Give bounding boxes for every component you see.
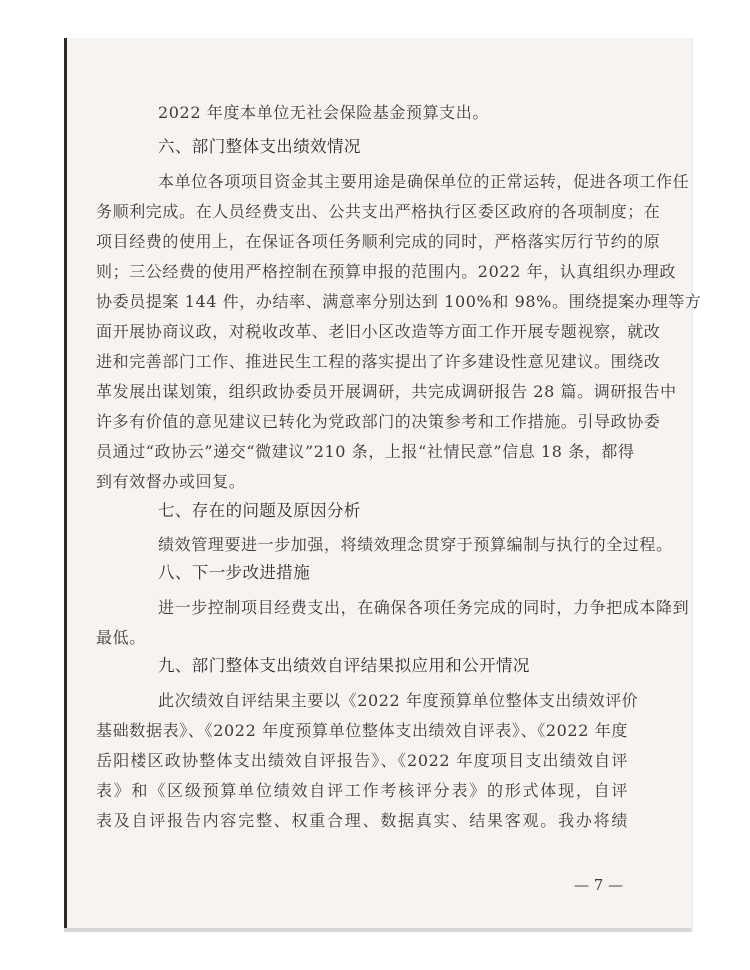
paragraph-line: 许多有价值的意见建议已转化为党政部门的决策参考和工作措施。引导政协委 xyxy=(96,412,661,431)
paragraph-line: 协委员提案 144 件，办结率、满意率分别达到 100%和 98%。围绕提案办理等方 xyxy=(96,292,702,311)
paragraph-line: 岳阳楼区政协整体支出绩效自评报告》、《2022 年度项目支出绩效自评 xyxy=(96,751,628,770)
section-heading-7: 七、存在的问题及原因分析 xyxy=(158,501,361,520)
paragraph-line: 务顺利完成。在人员经费支出、公共支出严格执行区委区政府的各项制度；在 xyxy=(96,202,661,221)
paragraph-line: 员通过“政协云”递交“微建议”210 条，上报“社情民意”信息 18 条，都得 xyxy=(96,442,635,461)
page-number: — 7 — xyxy=(574,876,624,894)
paragraph-line: 绩效管理要进一步加强，将绩效理念贯穿于预算编制与执行的全过程。 xyxy=(158,535,673,554)
paragraph-line: 革发展出谋划策，组织政协委员开展调研，共完成调研报告 28 篇。调研报告中 xyxy=(96,382,677,401)
paragraph-line: 项目经费的使用上，在保证各项任务顺利完成的同时，严格落实厉行节约的原 xyxy=(96,232,661,251)
section-heading-6: 六、部门整体支出绩效情况 xyxy=(158,137,361,156)
paragraph-line: 表及自评报告内容完整、权重合理、数据真实、结果客观。我办将绩 xyxy=(96,811,628,830)
paragraph-line: 进一步控制项目经费支出，在确保各项任务完成的同时，力争把成本降到 xyxy=(158,598,690,617)
paragraph-line: 进和完善部门工作、推进民生工程的落实提出了许多建设性意见建议。围绕改 xyxy=(96,352,661,371)
paragraph-line: 面开展协商议政，对税收改革、老旧小区改造等方面工作开展专题视察，就改 xyxy=(96,322,661,341)
section-heading-9: 九、部门整体支出绩效自评结果拟应用和公开情况 xyxy=(158,656,530,675)
paragraph-line: 2022 年度本单位无社会保险基金预算支出。 xyxy=(158,103,490,122)
paragraph-line: 基础数据表》、《2022 年度预算单位整体支出绩效自评表》、《2022 年度 xyxy=(96,721,628,740)
paragraph-line: 表》和《区级预算单位绩效自评工作考核评分表》的形式体现，自评 xyxy=(96,781,628,800)
paragraph-line: 此次绩效自评结果主要以《2022 年度预算单位整体支出绩效评价 xyxy=(158,691,639,710)
paragraph-line: 本单位各项项目资金其主要用途是确保单位的正常运转，促进各项工作任 xyxy=(158,172,690,191)
paragraph-line: 到有效督办或回复。 xyxy=(96,472,246,491)
paragraph-line: 最低。 xyxy=(96,628,146,647)
page-bottom-edge xyxy=(64,928,691,932)
paragraph-line: 则；三公经费的使用严格控制在预算申报的范围内。2022 年，认真组织办理政 xyxy=(96,262,677,281)
section-heading-8: 八、下一步改进措施 xyxy=(158,563,311,582)
